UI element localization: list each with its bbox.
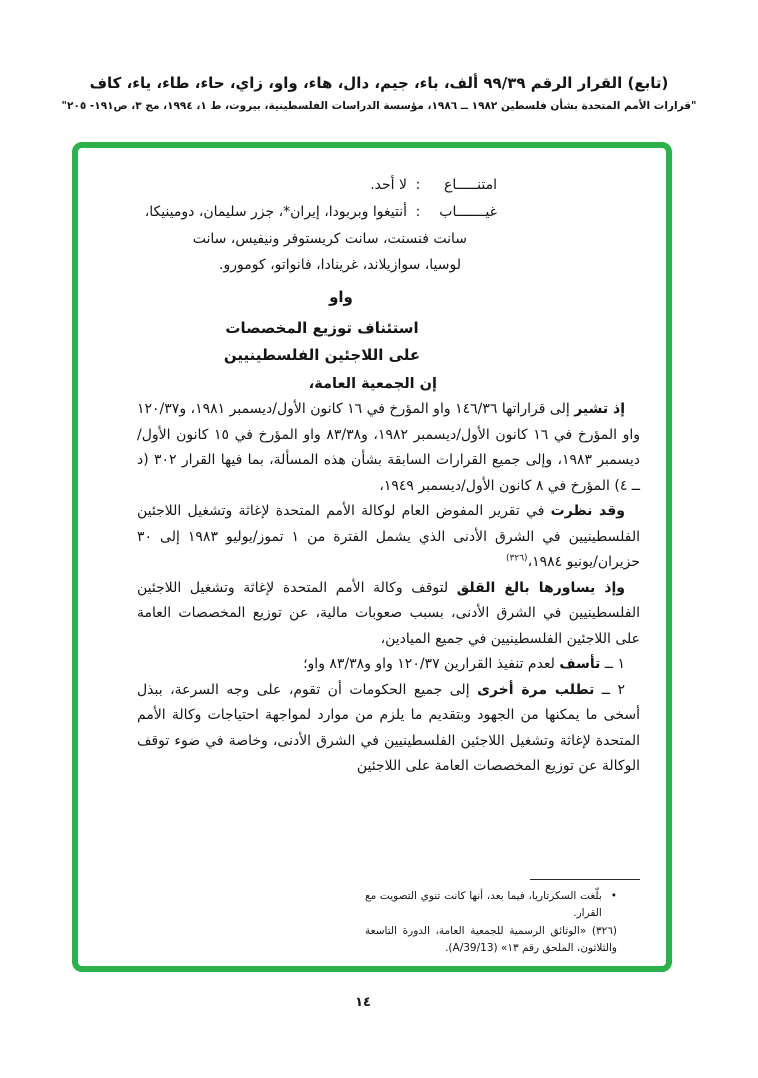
absent-label: غيـــــــاب <box>439 204 497 220</box>
footnote-star-marker: • <box>610 890 617 902</box>
abstain-label: امتنـــــاع <box>444 177 497 193</box>
paragraph-having-considered <box>137 499 640 576</box>
vote-record-block <box>117 172 497 278</box>
item-text: لعدم تنفيذ القرارين ١٢٠/٣٧ واو و٨٣/٣٨ واو؛ <box>303 656 560 672</box>
vote-abstain-row <box>117 172 497 199</box>
absent-value-line1: أنتيغوا وبربودا، إيران*، جزر سليمان، دومينيكا، <box>144 204 407 220</box>
abstain-colon: : <box>415 177 421 193</box>
operative-item-2 <box>137 678 640 780</box>
page-number: ١٤ <box>355 995 371 1010</box>
paragraph-lead: وقد نظرت <box>550 503 625 519</box>
footnote-separator-rule <box>530 879 640 880</box>
footnote-326 <box>365 923 617 956</box>
paragraph-deeply-concerned <box>137 576 640 653</box>
footnote-star-text: بلّغت السكرتاريا، فيما بعد، أنها كانت تنوي التصويت مع القرار. <box>365 890 602 919</box>
item-text: إلى جميع الحكومات أن تقوم، على وجه السرعة، ببذل أسخى ما يمكنها من الجهود وبتقديم ما يلزم من موارد لمواجهة احتياجات وكالة الأمم المتحدة لإغاثة وتشغيل اللاجئين الفلسطينيين في الشرق الأدنى، وخاصة في ضوء توقف الوكالة عن توزيع المخصصات العامة على اللاجئين <box>137 681 640 774</box>
highlight-frame <box>72 142 672 972</box>
header-source: "قرارات الأمم المتحدة بشأن فلسطين ١٩٨٢ ــ ١٩٨٦، مؤسسة الدراسات الفلسطينية، بيروت، ط ١، ١٩٩٤، مج ٣، ص١٩١- ٢٠٥" <box>61 100 697 112</box>
paragraph-text: في تقرير المفوض العام لوكالة الأمم المتحدة لإغاثة وتشغيل اللاجئين الفلسطينيين في الشرق الأدنى الذي يشمل الفترة من ١ تموز/يوليو ١٩٨٣ إلى ٣٠ حزيران/يونيو ١٩٨٤، <box>137 503 640 570</box>
resolution-opening-line: إن الجمعية العامة، <box>308 376 437 392</box>
footnote-326-marker: (٣٢٦) <box>591 925 618 937</box>
footnote-ref-326: (٣٢٦) <box>506 553 528 564</box>
footnotes-block <box>365 888 617 958</box>
item-lead: تطلب مرة أخرى <box>477 681 595 698</box>
section-letter: واو <box>329 288 353 306</box>
item-lead: تأسف <box>559 656 601 672</box>
header-title: (تابع) القرار الرقم ٩٩/٣٩ ألف، باء، جيم، دال، هاء، واو، زاي، حاء، طاء، ياء، كاف <box>89 74 669 92</box>
section-title-line1: استئناف توزيع المخصصات <box>225 319 419 337</box>
section-title-line2: على اللاجئين الفلسطينيين <box>223 346 421 364</box>
resolution-body <box>137 397 640 780</box>
paragraph-lead: إذ تشير <box>574 401 625 417</box>
absent-value-line2: سانت فنسنت، سانت كريستوفر ونيفيس، سانت <box>192 231 467 247</box>
footnote-326-text: «الوثائق الرسمية للجمعية العامة، الدورة التاسعة والثلاثون، الملحق رقم ١٣» (A/39/13). <box>365 925 617 954</box>
paragraph-recalling <box>137 397 640 499</box>
operative-item-1 <box>137 652 640 678</box>
item-number: ١ ــ <box>600 656 625 672</box>
absent-colon: : <box>415 204 421 220</box>
paragraph-lead: وإذ يساورها بالغ القلق <box>456 579 625 596</box>
item-number: ٢ ــ <box>594 681 626 698</box>
footnote-star <box>365 888 617 921</box>
abstain-value: لا أحد. <box>370 177 407 193</box>
paragraph-text: إلى قراراتها ١٤٦/٣٦ واو المؤرخ في ١٦ كانون الأول/ديسمبر ١٩٨١، و١٢٠/٣٧ واو المؤرخ في ١٦ كانون الأول/ديسمبر ١٩٨٢، و٨٣/٣٨ واو المؤرخ في ١٥ كانون الأول/ديسمبر ١٩٨٣، وإلى جميع القرارات السابقة بشأن هذه المسألة، بما فيها القرار ٣٠٢ (د ــ ٤) المؤرخ في ٨ كانون الأول/ديسمبر ١٩٤٩، <box>137 401 641 494</box>
paragraph-text: لتوقف وكالة الأمم المتحدة لإغاثة وتشغيل اللاجئين الفلسطينيين في الشرق الأدنى، بسبب صعوبات مالية، عن توزيع المخصصات العامة على اللاجئين الفلسطينيين في جميع الميادين، <box>137 579 640 647</box>
vote-absent-row <box>117 199 497 226</box>
absent-value-line3: لوسيا، سوازيلاند، غرينادا، فانواتو، كومورو. <box>219 257 461 273</box>
